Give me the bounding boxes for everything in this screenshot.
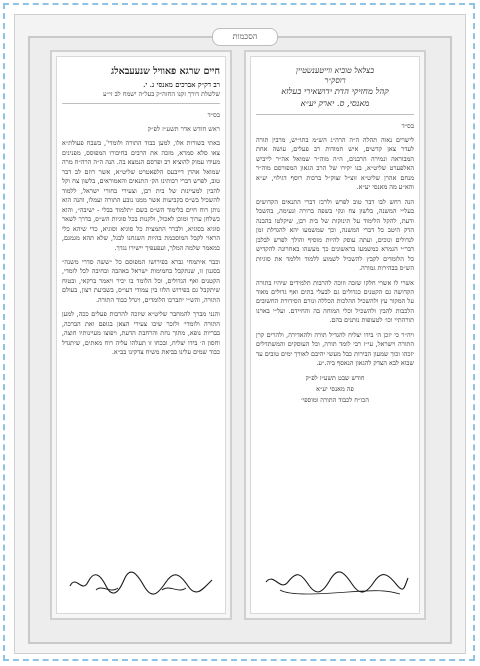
bsd-left: בס״ד [207,111,220,120]
author-name-right: בצלאל טוביא ווייטענשטיין [296,66,374,75]
paragraph: לישרים נאוה תהלה ה״ה הרה״ג הש״מ בתו״יש, מרבין תורה לעדר צאן קדשים, איש חמודות רב פעלים, עושה אחת המבוראה ונמירה הרבנים, ה״ה מוה״ר שמואל אה״ר לייביש האלפערט שליט״א, בנו יקירו של הרב הגאון המפורסם מוה״ר מנחם אהרן שליט״א זוצ״ל זצוק״ל ברכות רוסף דגילוי, יע״א והא״ע מה מאנסי יע״א. [256,135,414,192]
closing-place: פה מאנסי יע״א [316,385,354,393]
paragraph: הנה רחש לבו דבר טוב לפרש ולרכז דברי התנאים הקדושים בעל״י המשנה, בלשון צח ונקי בשפה ברורה ונעימה, בהשכל ודעת, להקל הלימוד על תינוקות של בית רבן, שיקלטו בהבנה הדק היטב כל דברי המשנה, וכך שמשמעו יהא להגדלת זמן לנדולים ונוכים, ועתה עוסק להיות מוסיף והולך לפרש לבלבן דבר״י הגמרא כמשמעו בראשונים כך מעשהו באחרונה להקדיש כל הלומדים לקבץ להשכיל לשמוע ללמוד וללמד את סוגיות הש״ס בבהירות גמורה. [256,197,414,273]
author-lineage-left: שלשלת דורך זקנו החזה״ק בעל״ה ישמח לב זי״ע [103,89,220,98]
author-name-left: חיים שרגא פאוויל שנעעבאלג [111,66,220,77]
congregation-name: קהל מחזיקי הדת ידושאירי בעלזא [281,86,389,97]
section-header-label: הסכמות [212,28,278,46]
approbation-right-content [256,66,414,608]
divider [62,103,220,104]
closing-sign-off: הכו״ח לכבוד התורה ומוספי׳ [301,396,369,405]
author-role-right: רוסק״ר [324,76,346,86]
paragraph: באתי בשורות אלו, למען כבוד התורה ולומדי', בשבח פעולת״א צאו סלא סמרא, מזכה את הרבים בחיבורו המפוסס, מפנינים מעידו עמוק להוציא רב ופרסם הנמצא בה. הנה ה״ה הרה״ח מרה שמואל אהרן דייבעס הלפאטרט שליט״א, אשר רוזם לב דבר טוב, לפרש דברי רבותינו הק׳ התנאים והאמוראים, בלשון צח וקל להבין למעיינות של בית רבן, וצעירי בחורי ישראל, ללמוד להשכיל בש״ס בקביעות אשר ממנו נובע התורה ועמלו, והנה הוא נותן רוח חיים בלימוד הש״ס בשם ״תלמוד בבלי - ישיבה״, והוא כשלחן ערוך ומוכן לאכול, ולקנות בכל סוגיות הש״ס, בדרך לשאר סוגיא בסוגיא, ולברר התמצית כל סוגיא וסוגיא, כדי שיהא כלי הראוי לקבל המוסכמת בהיות השגחנו לבגל, שלא תהא מגמגם, כמאמר שלמה המלך, ועפעפיך יישירו נגדך. [62,139,220,252]
approbation-right [244,50,426,620]
date-left: ראש חודש אדר תשע״ז לפ״ק [147,125,220,134]
handwritten-signature-left [66,568,216,598]
bsd-right: בס״ד [401,121,414,130]
handwritten-signature-right [260,568,410,598]
divider [256,114,414,115]
closing-date: חודש שבט תשע״ז לפ״ק [305,373,365,382]
approbation-left-content [62,66,220,608]
author-title-left: רב דק״ק אברכים מאנסי נ. י. [143,80,220,89]
paragraph: והנני מברך להמחבר שליט״א שיזכה להרבות פעלים ככה, למען התורה ולומדי׳ ולזכר שיבו צעירי הצאן בגופם ואת הברכה, בבריות נופא, מתוך נחת והרחבת הדעת, ויפוצו מעיינותיו חוצה, וחסון ה׳ בידו יצליח, ובכחו זו תעלהו עליה רוח מאתים, שיתגדל כבוד שמים עלינו בביאת משיח צדקינו בב״א. [62,310,220,357]
location-right: מאנסי, ס. יארק יע״א [300,97,370,108]
paragraph: וכבר איתמחי גברא בפירושו המפוסם כל ״ששה סדרי משנה״ בסגנון זו, שנתקבל בחמימות ישראל באהבה ובחיבה לכל לומדי, הקטנים ואף הגדולים, וכל הלומד בו יכיר ויאמר ברקאי, ובטוח שיתקבל גם בפירוש הלזו בין עמודי דעו״ס, בשביעת רצון, בעולם התורה, והש״י יתברכו הלומדים, ויגדל כבוד התורה. [62,257,220,304]
paragraph: ויה״ר כי יזכן ה׳ בידו יצליח להגדיל תורה ולהאדירה, ולהרים קרן התורה וישראל, עי״ז רבי לומד תורה, וכל העוסקים והמשתדלים יזכהו וכוך שמעון הבירות כבל מעשי יהיבם לאורך ימים טובים עד שבוא לבא הצדק להגאון הנאסף ביה.״ע. [256,330,414,368]
approbation-left [50,50,232,620]
author-header-right [256,66,414,109]
paragraph: אשרי לו אשרי חלקו שזכה וזוכה להרבות תלמידים שיהיו בתורה הקדושה גם הקטנים כגדולים גם לבעלי בתים ואף גדולים מאוד על המקור עץ ולהשכיל ההלכות הכללה ונורם הסידורת החשובים הלכבות להבין ולהשכיל וכלי המוחה בה והחיידם. ועל״י בארנו תורהתיי וכו׳ לטעופות נותנים בהם. [256,278,414,325]
